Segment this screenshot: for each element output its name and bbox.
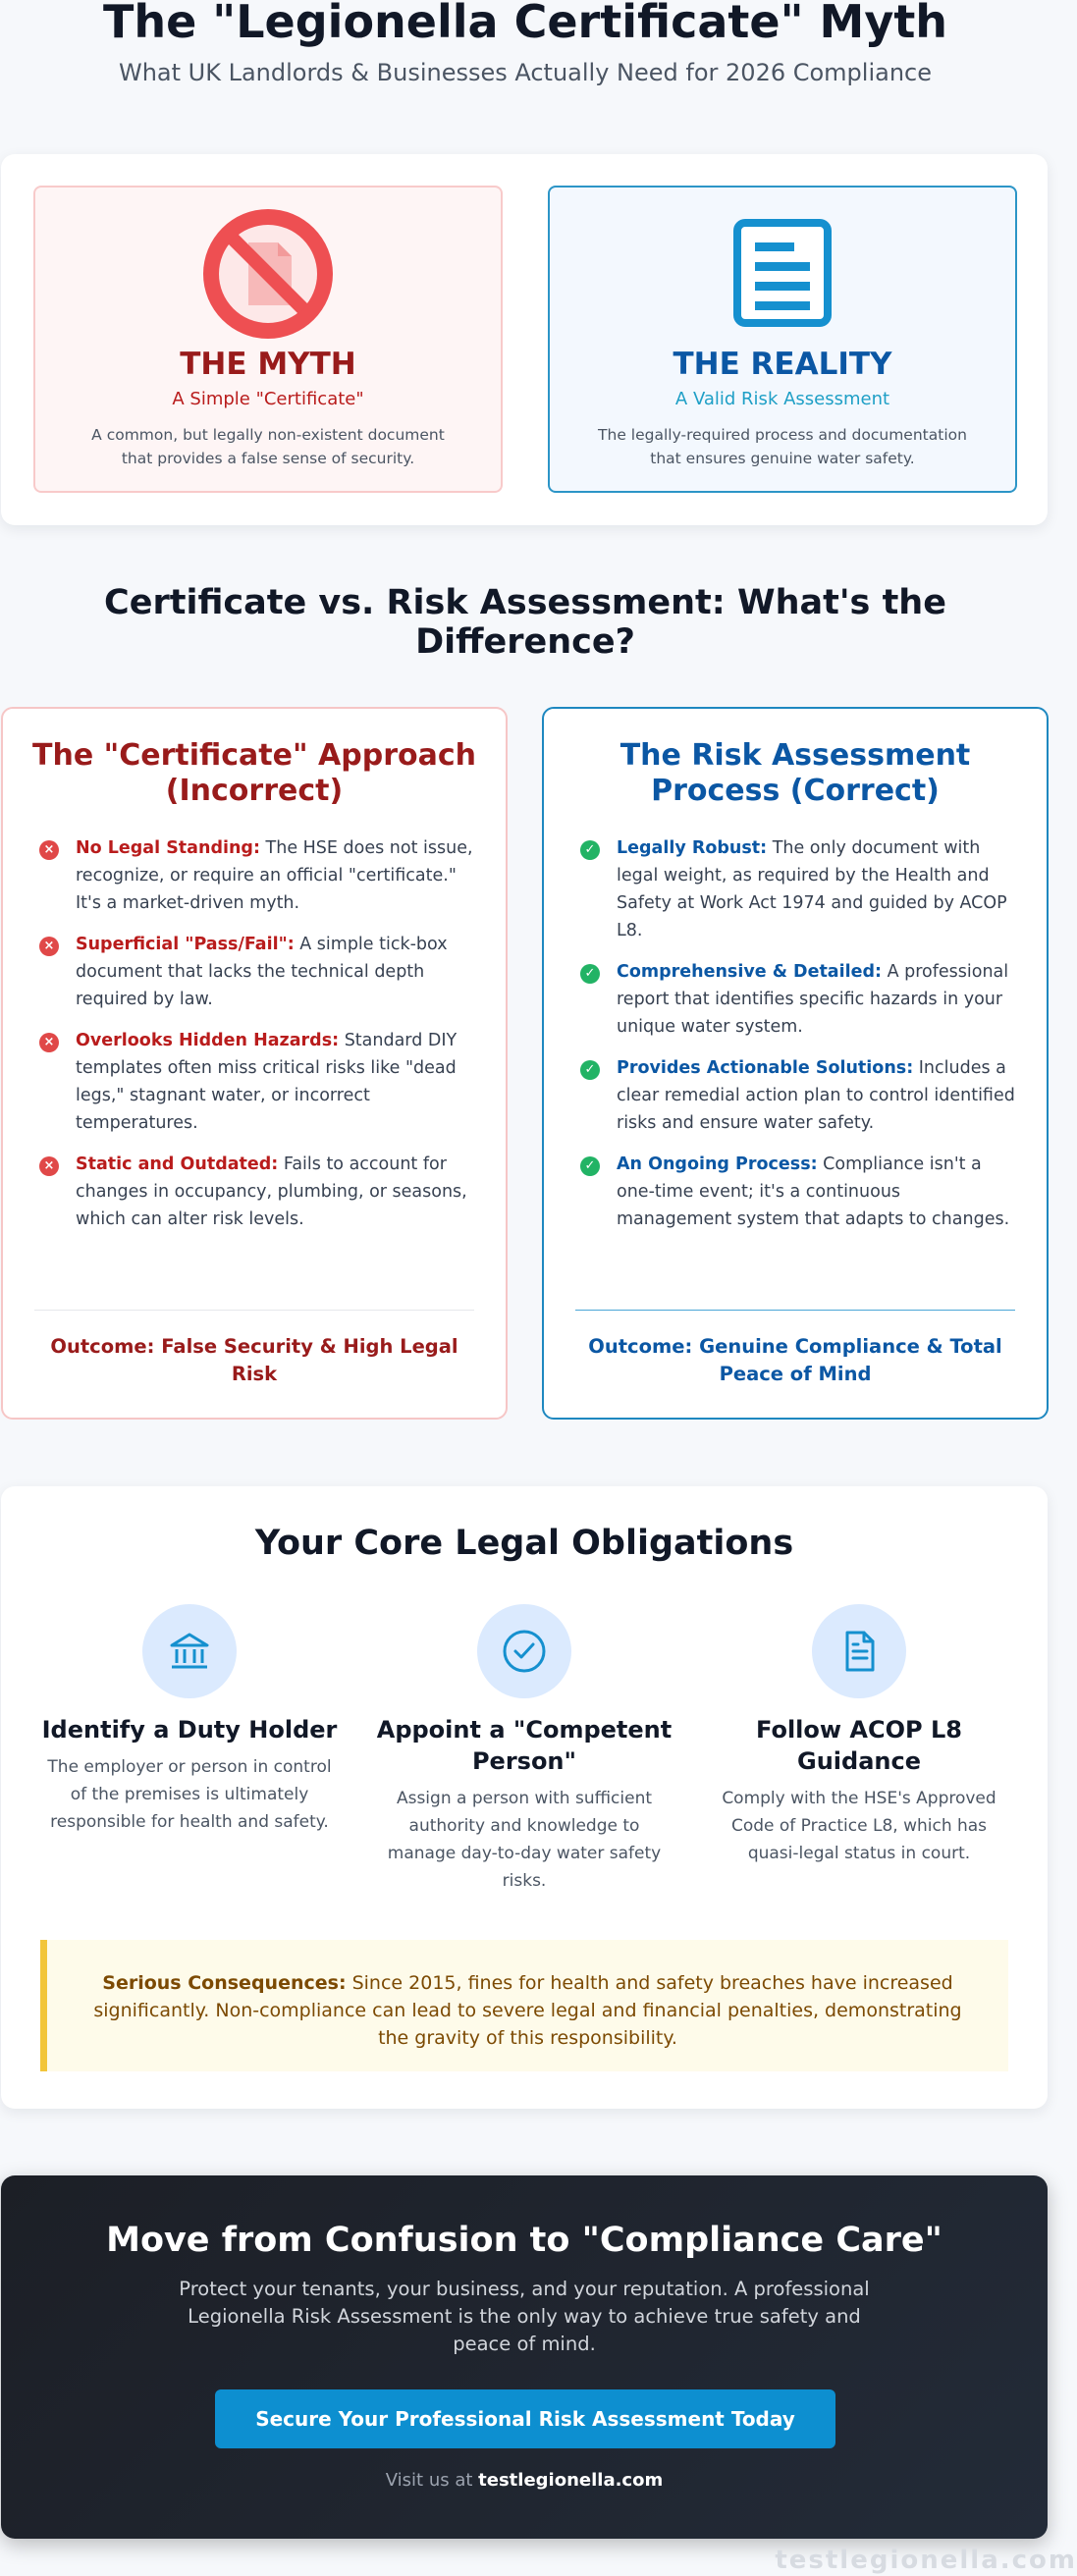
cta-title: Move from Confusion to "Compliance Care": [106, 2221, 942, 2260]
item-label: Provides Actionable Solutions:: [617, 1058, 914, 1078]
myth-description: A common, but legally non-existent document that provides a false sense of security.: [91, 426, 445, 467]
myth-box: [33, 186, 503, 493]
list-item: [577, 958, 1017, 1041]
obligation-heading: Identify a Duty Holder: [41, 1716, 338, 1744]
risk-assessment-outcome: Outcome: Genuine Compliance & Total Peace of Mind: [588, 1335, 1002, 1385]
website-link[interactable]: testlegionella.com: [478, 2470, 664, 2491]
item-label: Static and Outdated:: [76, 1154, 279, 1174]
list-item: [36, 931, 476, 1013]
item-text: Fails to account for changes in occupancy, plumbing, or seasons, which can alter risk levels.: [76, 1154, 467, 1229]
document-icon: [733, 219, 832, 331]
risk-assessment-column: [542, 707, 1049, 1420]
item-text: Standard DIY templates often miss critical risks like "dead legs," stagnant water, or incorrect temperatures.: [76, 1031, 458, 1133]
watermark: testlegionella.com: [775, 2546, 1077, 2575]
obligation-description: Comply with the HSE's Approved Code of Practice L8, which has quasi-legal status in court.: [722, 1789, 996, 1863]
item-text: Compliance isn't a one-time event; it's a continuous management system that adapts to changes.: [617, 1154, 1010, 1229]
item-text: A professional report that identifies specific hazards in your unique water system.: [617, 962, 1009, 1037]
file-text-icon: [812, 1604, 906, 1698]
cta-section: [1, 2175, 1048, 2539]
myth-reality-card: [1, 154, 1048, 525]
page-subtitle: What UK Landlords & Businesses Actually Need for 2026 Compliance: [118, 59, 933, 86]
reality-subheading: A Valid Risk Assessment: [674, 389, 890, 409]
list-item: [36, 1151, 476, 1233]
check-circle-icon: ✓: [580, 964, 600, 984]
item-text: A simple tick-box document that lacks the technical depth required by law.: [76, 935, 448, 1009]
divider: [34, 1310, 474, 1311]
divider: [575, 1310, 1015, 1311]
item-label: Legally Robust:: [617, 838, 768, 858]
myth-subheading: A Simple "Certificate": [172, 389, 364, 409]
visit-prefix: Visit us at: [385, 2470, 479, 2491]
item-label: Comprehensive & Detailed:: [617, 962, 883, 982]
certificate-outcome: Outcome: False Security & High Legal Risk: [50, 1335, 458, 1385]
certificate-title: The "Certificate" Approach (Incorrect): [32, 738, 477, 808]
obligation-description: Assign a person with sufficient authority and knowledge to manage day-to-day water safety risks.: [387, 1789, 662, 1891]
bank-building-icon: [142, 1604, 237, 1698]
x-circle-icon: ×: [39, 1033, 59, 1052]
risk-assessment-title: The Risk Assessment Process (Correct): [619, 738, 971, 808]
certificate-column: [1, 707, 508, 1420]
secure-assessment-button[interactable]: Secure Your Professional Risk Assessment Today: [215, 2389, 835, 2448]
obligation-item: [32, 1604, 347, 1836]
obligation-item: [367, 1604, 681, 1895]
list-item: [36, 1027, 476, 1137]
warning-text: Since 2015, fines for health and safety breaches have increased significantly. Non-compliance can lead to severe legal and financial penalties, demonstrating the gravity of this responsibility.: [93, 1972, 962, 2049]
reality-description: The legally-required process and documentation that ensures genuine water safety.: [598, 426, 967, 467]
visit-line: [1, 2470, 1048, 2491]
certificate-list: [36, 834, 476, 1233]
comparison-title: Certificate vs. Risk Assessment: What's the Difference?: [104, 583, 946, 662]
reality-box: [548, 186, 1017, 493]
obligations-card: [1, 1486, 1048, 2109]
x-circle-icon: ×: [39, 840, 59, 860]
cta-text: Protect your tenants, your business, and your reputation. A professional Legionella Risk Assessment is the only way to achieve true safety and peace of mind.: [179, 2278, 870, 2355]
list-item: [577, 834, 1017, 944]
obligation-heading: Follow ACOP L8 Guidance: [756, 1716, 962, 1775]
x-circle-icon: ×: [39, 937, 59, 956]
list-item: [577, 1151, 1017, 1233]
page-title: The "Legionella Certificate" Myth: [102, 0, 948, 48]
no-document-icon: [199, 205, 337, 347]
item-label: Overlooks Hidden Hazards:: [76, 1031, 340, 1050]
x-circle-icon: ×: [39, 1156, 59, 1176]
list-item: [36, 834, 476, 917]
check-circle-icon: ✓: [580, 1156, 600, 1176]
obligation-description: The employer or person in control of the premises is ultimately responsible for health and safety.: [47, 1757, 332, 1832]
item-label: No Legal Standing:: [76, 838, 260, 858]
obligation-item: [702, 1604, 1016, 1867]
list-item: [577, 1054, 1017, 1137]
item-text: Includes a clear remedial action plan to control identified risks and ensure water safety.: [617, 1058, 1015, 1133]
reality-heading: THE REALITY: [673, 347, 892, 382]
check-circle-icon: ✓: [580, 1060, 600, 1080]
check-circle-icon: ✓: [580, 840, 600, 860]
check-circle-icon: [477, 1604, 571, 1698]
consequences-callout: [40, 1940, 1008, 2071]
warning-label: Serious Consequences:: [102, 1972, 347, 1994]
item-text: The HSE does not issue, recognize, or require an official "certificate." It's a market-driven myth.: [76, 838, 473, 913]
risk-assessment-list: [577, 834, 1017, 1233]
myth-heading: THE MYTH: [180, 347, 356, 382]
item-text: The only document with legal weight, as required by the Health and Safety at Work Act 1974 and guided by ACOP L8.: [617, 838, 1007, 940]
obligations-title: Your Core Legal Obligations: [254, 1524, 794, 1563]
item-label: Superficial "Pass/Fail":: [76, 935, 295, 954]
item-label: An Ongoing Process:: [617, 1154, 818, 1174]
obligation-heading: Appoint a "Competent Person": [376, 1716, 673, 1775]
